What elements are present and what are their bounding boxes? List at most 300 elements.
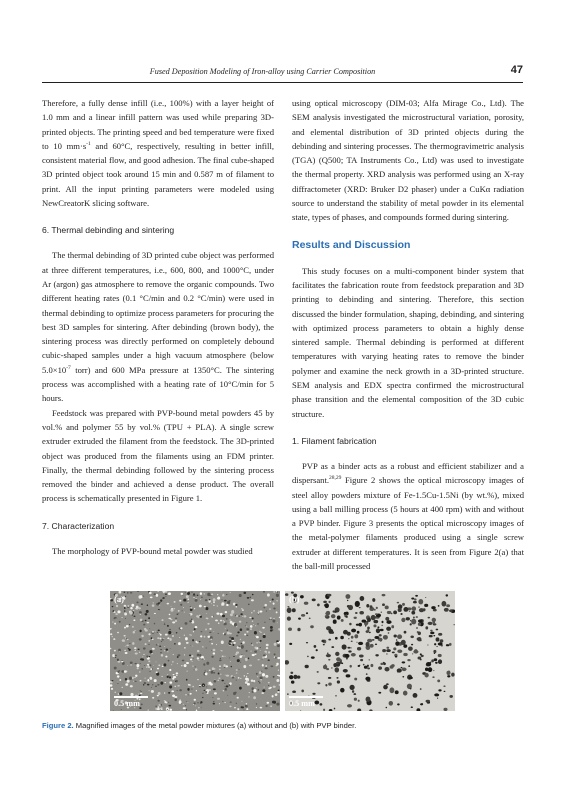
particle	[137, 591, 139, 592]
particle	[431, 606, 435, 609]
particle	[446, 671, 450, 675]
particle	[218, 672, 220, 674]
particle	[428, 622, 433, 625]
particle	[204, 659, 205, 660]
particle	[277, 592, 278, 593]
particle	[229, 600, 231, 602]
particle	[372, 598, 375, 602]
particle	[164, 701, 166, 703]
particle	[131, 604, 134, 607]
particle	[135, 608, 137, 609]
particle	[424, 604, 428, 607]
particle	[154, 623, 155, 625]
particle	[335, 637, 338, 640]
particle	[266, 611, 267, 612]
particle	[124, 650, 126, 651]
particle	[158, 630, 160, 632]
particle	[142, 656, 143, 657]
particle	[376, 628, 380, 633]
particle	[263, 654, 266, 656]
particle	[192, 686, 194, 688]
particle	[350, 685, 355, 690]
particle	[229, 684, 230, 686]
particle	[317, 682, 320, 684]
particle	[230, 621, 233, 624]
particle	[256, 642, 258, 643]
particle	[163, 638, 164, 639]
particle	[128, 648, 130, 649]
particle	[268, 660, 270, 661]
particle	[272, 695, 274, 697]
particle	[126, 607, 127, 608]
particle	[252, 654, 255, 656]
particle	[177, 654, 180, 656]
particle	[221, 641, 224, 645]
particle	[186, 662, 189, 664]
particle	[266, 657, 267, 658]
particle	[117, 677, 118, 678]
particle	[161, 654, 163, 657]
particle	[395, 641, 399, 646]
particle	[134, 630, 135, 631]
particle	[211, 643, 213, 645]
particle	[113, 611, 115, 613]
particle	[386, 620, 391, 624]
particle	[217, 698, 220, 700]
particle	[397, 668, 402, 672]
particle	[227, 695, 228, 696]
particle	[305, 665, 309, 668]
particle	[122, 687, 123, 688]
particle	[149, 690, 150, 691]
particle	[133, 610, 134, 611]
particle	[239, 687, 242, 690]
particle	[197, 595, 199, 596]
particle	[110, 648, 111, 650]
particle	[196, 710, 198, 711]
particle	[174, 601, 176, 603]
particle	[366, 642, 370, 647]
particle	[238, 646, 239, 647]
particle	[157, 668, 159, 670]
particle	[418, 599, 423, 604]
particle	[411, 597, 414, 599]
particle	[227, 629, 229, 631]
particle	[258, 611, 259, 612]
particle	[197, 657, 199, 659]
particle	[246, 650, 248, 652]
particle	[323, 709, 325, 711]
particle	[273, 602, 275, 604]
particle	[435, 662, 438, 664]
particle	[191, 689, 192, 690]
particle	[252, 617, 254, 619]
particle	[262, 689, 265, 692]
particle	[213, 652, 216, 654]
particle	[125, 638, 126, 639]
particle	[184, 647, 186, 648]
particle	[171, 606, 172, 607]
particle	[420, 659, 422, 661]
particle	[277, 691, 280, 693]
particle	[164, 650, 165, 651]
particle	[270, 706, 271, 707]
particle	[350, 647, 351, 648]
particle	[144, 665, 145, 666]
particle	[239, 647, 241, 648]
particle	[351, 636, 354, 639]
particle	[112, 606, 114, 607]
particle	[393, 647, 396, 650]
particle	[183, 599, 186, 602]
particle	[403, 691, 408, 696]
particle	[236, 615, 238, 617]
scale-bar-b	[289, 696, 323, 698]
particle	[345, 616, 348, 618]
particle	[129, 643, 130, 644]
particle	[124, 613, 127, 616]
particle	[453, 624, 455, 625]
particle	[116, 605, 118, 607]
particle	[229, 705, 231, 707]
particle	[155, 631, 156, 632]
particle	[218, 623, 220, 624]
particle	[347, 647, 350, 649]
particle	[172, 635, 174, 636]
particle	[247, 683, 250, 686]
paragraph: The thermal debinding of 3D printed cube object was performed at three different temperatures, i.e., 600, 800, and 1000°C, under Ar (argon) gas atmosphere to remove the organic compounds. Two different heating rates (0.1 °C/min and 0.2 °C/min) were used in thermal debinding to optimize process parameters for procuring the best 3D samples for sintering. After debinding (brown body), the sintering process was directly performed on completely debound cubic-shaped samples under a high vacuum atmosphere (below $5.0\times 10^{-7}$ torr) and 600 MPa pressure at 1350°C. The sintering process was accomplished with a heating rate of 10°C/min for 5 hours.	[42, 250, 274, 404]
particle	[124, 605, 127, 607]
particle	[110, 684, 112, 686]
particle	[240, 639, 241, 640]
particle	[416, 708, 420, 711]
particle	[272, 619, 275, 623]
particle	[164, 692, 165, 693]
particle	[428, 667, 433, 672]
particle	[124, 635, 126, 636]
particle	[276, 665, 277, 666]
particle	[378, 692, 381, 694]
particle	[436, 637, 440, 641]
particle	[444, 691, 446, 692]
particle	[196, 690, 197, 691]
particle	[139, 611, 142, 614]
particle	[225, 628, 226, 629]
particle	[237, 646, 239, 648]
particle	[187, 688, 189, 691]
particle	[224, 600, 227, 602]
particle	[273, 608, 275, 610]
particle	[199, 686, 202, 688]
particle	[409, 677, 413, 679]
particle	[351, 641, 353, 642]
particle	[268, 682, 270, 684]
particle	[118, 693, 120, 694]
particle	[241, 645, 244, 649]
particle	[143, 596, 145, 597]
particle	[245, 677, 248, 680]
particle	[272, 701, 275, 704]
particle	[264, 604, 267, 607]
particle	[149, 656, 151, 657]
particle	[209, 641, 210, 642]
particle	[238, 615, 240, 617]
particle	[206, 648, 207, 649]
particle	[227, 631, 230, 634]
particle	[161, 708, 163, 710]
particle	[251, 612, 252, 613]
particle	[289, 643, 292, 645]
particle	[436, 629, 439, 631]
figure-2	[110, 591, 455, 711]
particle	[157, 699, 159, 702]
particle	[139, 671, 141, 673]
particle	[164, 623, 165, 624]
particle	[276, 600, 278, 601]
particle	[148, 660, 150, 662]
particle	[226, 665, 228, 667]
running-title: Fused Deposition Modeling of Iron-alloy using Carrier Composition	[149, 67, 376, 76]
particle	[381, 621, 383, 623]
particle	[262, 664, 264, 667]
particle	[341, 619, 344, 622]
particle	[290, 672, 293, 674]
particle	[446, 594, 449, 596]
particle	[156, 594, 159, 597]
particle	[130, 685, 133, 687]
particle	[411, 706, 413, 708]
particle	[260, 676, 263, 679]
particle	[312, 693, 315, 695]
particle	[146, 610, 149, 613]
particle	[168, 702, 169, 703]
particle	[161, 680, 162, 681]
particle	[140, 690, 141, 691]
particle	[367, 626, 370, 629]
particle	[348, 605, 353, 610]
particle	[348, 650, 351, 652]
particle	[274, 656, 275, 657]
particle	[224, 702, 225, 703]
particle	[383, 662, 385, 663]
particle	[159, 646, 161, 647]
particle	[186, 642, 189, 644]
particle	[234, 623, 237, 627]
particle	[267, 593, 270, 596]
particle	[186, 679, 188, 681]
particle	[438, 689, 441, 691]
particle	[201, 707, 202, 708]
particle	[194, 699, 196, 701]
particle	[373, 624, 376, 627]
particle	[244, 634, 246, 636]
particle	[357, 708, 361, 711]
particle	[259, 631, 260, 632]
particle	[134, 677, 135, 678]
particle	[147, 709, 148, 710]
particle	[168, 592, 171, 595]
particle	[247, 680, 248, 681]
particle	[154, 679, 157, 682]
particle	[144, 682, 146, 684]
particle	[216, 612, 219, 614]
particle	[144, 678, 146, 679]
particle	[425, 597, 426, 598]
particle	[250, 628, 252, 630]
particle	[205, 599, 208, 601]
particle	[129, 624, 130, 625]
particle	[187, 598, 189, 600]
particle	[366, 673, 368, 675]
particle	[165, 593, 167, 594]
micrograph-panel-b	[285, 591, 455, 711]
particle	[253, 610, 255, 612]
particle	[124, 670, 127, 672]
particle	[169, 629, 170, 630]
particle	[300, 710, 301, 711]
particle	[199, 654, 201, 657]
particle	[246, 628, 249, 630]
particle	[240, 678, 241, 679]
particle	[230, 613, 233, 616]
particle	[237, 697, 239, 699]
particle	[115, 655, 117, 656]
particle	[255, 625, 256, 626]
particle	[213, 601, 215, 603]
particle	[139, 630, 141, 633]
micrograph-panel-a	[110, 591, 280, 711]
particle	[167, 709, 168, 710]
particle	[126, 638, 127, 639]
particle	[209, 628, 212, 630]
particle	[178, 642, 181, 645]
particle	[155, 686, 156, 687]
particle	[183, 704, 184, 705]
particle	[263, 591, 265, 593]
particle	[391, 625, 394, 628]
particle	[342, 644, 347, 649]
particle	[391, 664, 395, 667]
particle	[167, 625, 169, 627]
particle	[186, 701, 187, 702]
particle	[213, 680, 216, 683]
particle	[250, 625, 253, 628]
particle	[246, 708, 248, 710]
particle	[134, 681, 135, 682]
particle	[311, 656, 315, 658]
particle	[266, 644, 269, 646]
particle	[224, 633, 226, 635]
particle	[301, 614, 305, 617]
particle	[260, 650, 261, 651]
particle	[193, 702, 195, 704]
particle	[184, 664, 187, 667]
particle	[245, 625, 246, 626]
particle	[184, 635, 185, 636]
particle	[402, 676, 404, 678]
particle	[132, 626, 134, 627]
particle	[291, 680, 294, 683]
particle	[221, 592, 222, 593]
particle	[425, 667, 428, 671]
particle	[164, 646, 165, 647]
particle	[160, 681, 163, 684]
particle	[205, 691, 207, 692]
particle	[179, 637, 180, 638]
particle	[430, 630, 432, 632]
particle	[256, 649, 257, 650]
particle	[113, 638, 115, 639]
particle	[285, 660, 289, 665]
particle	[180, 604, 182, 606]
particle	[403, 607, 408, 612]
particle	[387, 611, 392, 614]
particle	[192, 666, 193, 667]
particle	[177, 685, 180, 687]
particle	[358, 642, 363, 645]
particle	[276, 640, 279, 642]
particle	[434, 658, 438, 661]
particle	[185, 694, 187, 695]
particle	[418, 607, 420, 608]
particle	[253, 689, 256, 692]
particle	[384, 667, 389, 671]
particle	[219, 703, 220, 704]
particle	[160, 637, 162, 639]
particle	[154, 613, 156, 614]
particle	[375, 654, 378, 656]
micrograph-texture-b	[285, 591, 455, 711]
particle	[211, 616, 213, 618]
particle	[206, 613, 207, 614]
particle	[335, 667, 340, 672]
particle	[153, 602, 154, 603]
particle	[356, 642, 357, 643]
particle	[221, 650, 222, 651]
particle	[240, 628, 243, 631]
particle	[220, 650, 221, 651]
particle	[162, 664, 163, 665]
particle	[207, 623, 209, 625]
particle	[124, 610, 125, 611]
particle	[182, 610, 183, 611]
particle	[122, 617, 123, 618]
particle	[221, 680, 224, 682]
particle	[154, 593, 156, 595]
particle	[328, 639, 331, 641]
particle	[413, 617, 415, 619]
particle	[169, 685, 172, 688]
particle	[175, 620, 177, 622]
particle	[132, 677, 134, 680]
particle	[150, 597, 153, 599]
particle	[356, 624, 360, 626]
particle	[433, 635, 435, 636]
particle	[151, 687, 152, 688]
particle	[278, 628, 280, 630]
particle	[328, 682, 332, 685]
particle	[273, 676, 275, 677]
particle	[188, 694, 189, 695]
scale-label-a: 0.5 mm	[114, 699, 140, 708]
particle	[220, 674, 222, 675]
particle	[328, 677, 331, 679]
particle	[226, 594, 227, 595]
particle	[240, 613, 242, 615]
particle	[365, 677, 370, 681]
particle	[191, 655, 193, 657]
particle	[236, 673, 238, 674]
